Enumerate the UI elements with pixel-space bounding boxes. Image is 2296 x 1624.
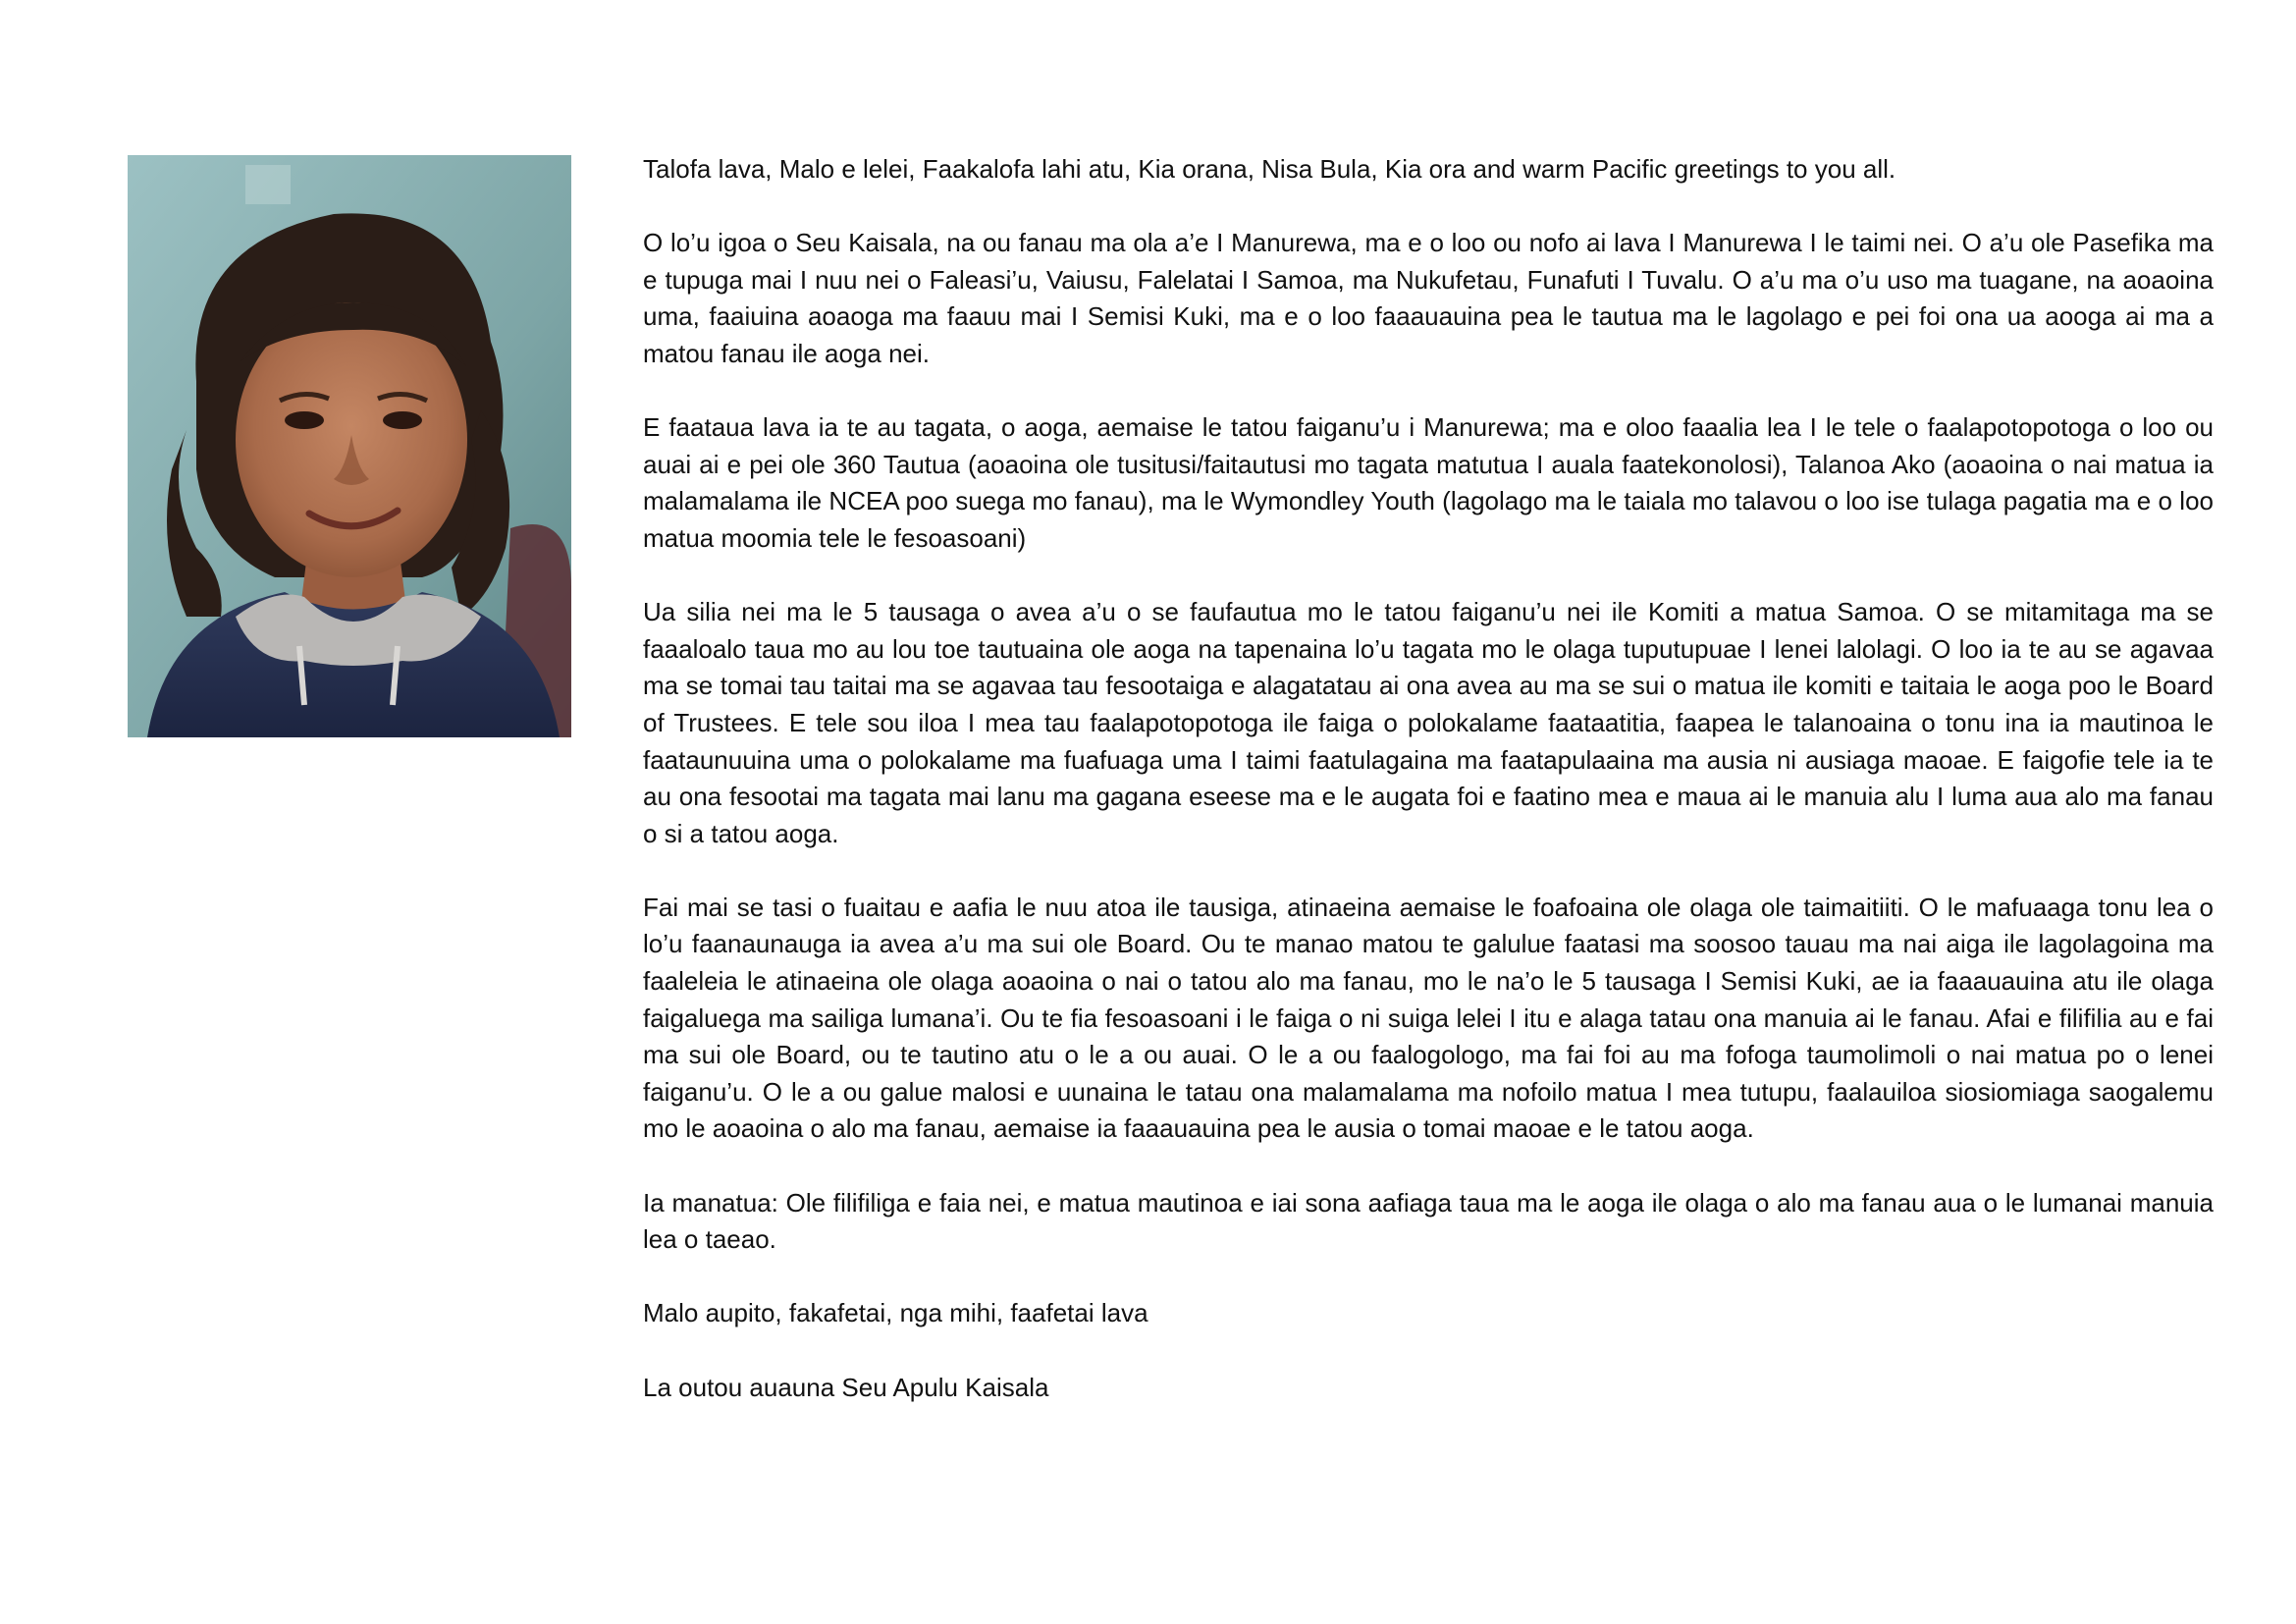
body-paragraph: E faataua lava ia te au tagata, o aoga, aemaise le tatou faiganu’u i Manurewa; ma e oloo faaalia lea I le tele o faalapotopotoga o loo ou auai ai e pei ole 360 Tautua (aoaoina ole tusitusi/faitautusi mo tagata matutua I auala faatekonolosi), Talanoa Ako (aoaoina o nai matua ia malamalama ile NCEA poo suega mo fanau), ma le Wymondley Youth (lagolago ma le taiala mo talavou o loo ise tulaga pagatia ma e o loo matua moomia tele le fesoasoani) — [643, 412, 2214, 553]
body-paragraph: Ia manatua: Ole filifiliga e faia nei, e matua mautinoa e iai sona aafiaga taua ma le aoga ile olaga o alo ma fanau aua o le lumanai manuia lea o taeao. — [643, 1187, 2214, 1255]
letter-body — [643, 151, 2214, 1443]
body-paragraph: O lo’u igoa o Seu Kaisala, na ou fanau ma ola a’e I Manurewa, ma e o loo ou nofo ai lava I Manurewa I le taimi nei. O a’u ole Pasefika ma e tupuga mai I nuu nei o Faleasi’u, Vaiusu, Falelatai I Samoa, ma Nukufetau, Funafuti I Tuvalu. O a’u ma o’u uso ma tuagane, na aoaoina uma, faaiuina aoaoga ma faauu mai I Semisi Kuki, ma e o loo faaauauina pea le tautua ma le lagolago e pei foi ona ua aooga ai ma a matou fanau ile aoga nei. — [643, 228, 2214, 368]
body-paragraph: Ua silia nei ma le 5 tausaga o avea a’u o se faufautua mo le tatou faiganu’u nei ile Komiti a matua Samoa. O se mitamitaga ma se faaaloalo taua mo au lou toe tautuaina ole aoga na tapenaina lo’u tagata mo le olaga tuputupuae I lenei lalolagi. O loo ia te au se agavaa ma se tomai tau taitai ma se agavaa tau fesootaiga e alagatatau ai ona avea au ma se sui o matua ile komiti e taitaia le aoga poo le Board of Trustees. E tele sou iloa I mea tau faalapotopotoga ile faiga o polokalame faataatitia, faapea le talanoaina o tonu ina ia mautinoa le faataunuuina uma o polokalame ma fuafuaga uma I taimi faatulagaina ma faatapulaaina ma ausia ni ausiaga maoae. E faigofie tele ia te au ona fesootai ma tagata mai lanu ma gagana eseese ma e le augata foi e faatino mea e maua ai le manuia alu I luma aua alo ma fanau o si a tatou aoga. — [643, 597, 2214, 848]
closing-line: Malo aupito, fakafetai, nga mihi, faafetai lava — [643, 1298, 1148, 1328]
body-paragraph: Fai mai se tasi o fuaitau e aafia le nuu atoa ile tausiga, atinaeina aemaise le foafoaina ole olaga ole taimaitiiti. O le mafuaaga tonu lea o lo’u faanaunauga ia avea a’u ma sui ole Board. Ou te manao matou te galulue faatasi ma soosoo tauau ma nai aiga ile lagolagoina ma faaleleia le atinaeina ole olaga aoaoina o nai o tatou alo ma fanau, mo le na’o le 5 tausaga I Semisi Kuki, ae ia faaauauina atu ile olaga faigaluega ma sailiga lumana’i. Ou te fia fesoasoani i le faiga o ni suiga lelei I itu e alaga tatau ona manuia ai le fanau. Afai e filifilia au e fai ma sui ole Board, ou te tautino atu o le a ou auai. O le a ou faalogologo, ma fai foi au ma fofoga taumolimoli o nai matua po o lenei faiganu’u. O le a ou galue malosi e uunaina le tatau ona malamalama ma nofoilo matua I mea tutupu, faalauiloa siosiomiaga saogalemu mo le aoaoina o alo ma fanau, aemaise ia faaauauina pea le ausia o tomai maoae e le tatou aoga. — [643, 892, 2214, 1144]
greeting-paragraph: Talofa lava, Malo e lelei, Faakalofa lahi atu, Kia orana, Nisa Bula, Kia ora and warm Pacific greetings to you all. — [643, 154, 1896, 184]
signature-line: La outou auauna Seu Apulu Kaisala — [643, 1372, 1049, 1402]
portrait-photo — [128, 155, 571, 737]
